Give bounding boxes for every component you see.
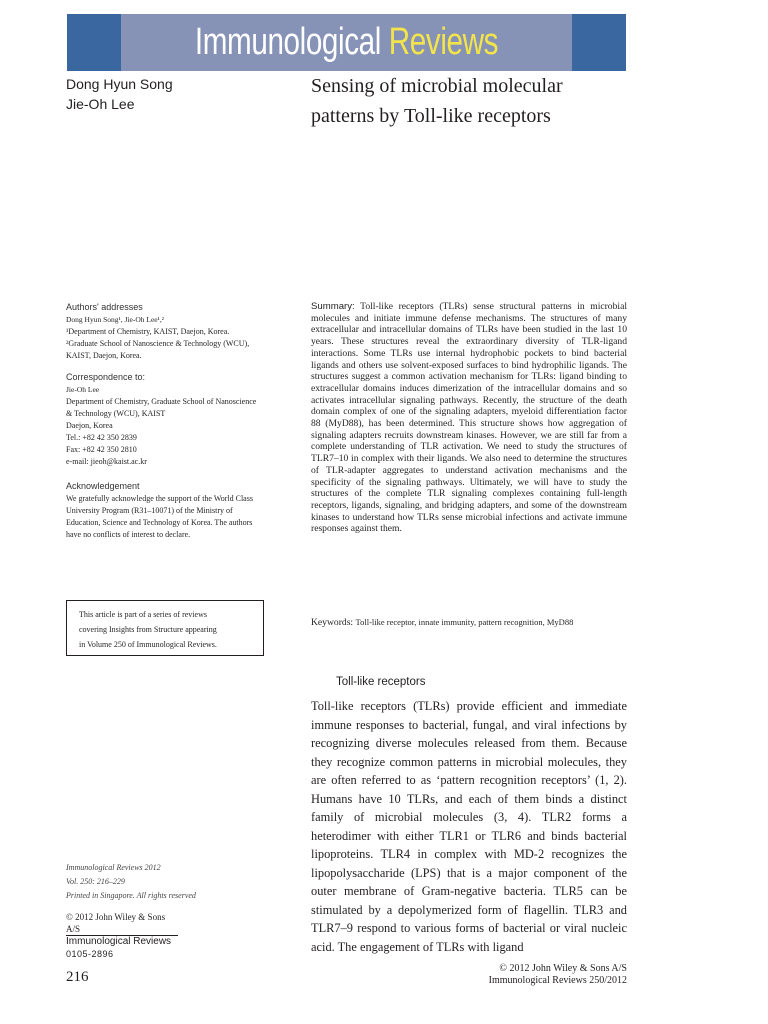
section-body: Toll-like receptors (TLRs) provide efficient and immediate immune responses to bacterial, fungal, and viral infections by recognizing diverse molecules released from them. Because they recognize common patterns in microbial molecules, they are often referred to as ‘pattern recognition receptors’ (1, 2). Humans have 10 TLRs, and each of them binds a distinct family of microbial molecules (3, 4). TLR2 forms a heterodimer with either TLR1 or TLR6 and binds bacterial lipoproteins. TLR4 in complex with MD-2 recognizes the lipopolysaccharide (LPS) that is a major component of the outer membrane of Gram-negative bacteria. TLR5 can be stimulated by a depolymerized form of flagellin. TLR3 and TLR7–9 respond to various forms of bacterial or viral nucleic acid. The engagement of TLRs with ligand: [311, 699, 627, 954]
keywords-label: Keywords:: [311, 617, 354, 628]
summary-text: Toll-like receptors (TLRs) sense structural patterns in microbial molecules and initiate immune defense mechanisms. The structures of many extracellular and intracellular domains of TLRs have been studied in the last 10 years. These structures reveal the extraordinary diversity of TLR-ligand interactions. Some TLRs use internal hydrophobic pockets to bind bacterial ligands and others use solvent-exposed surfaces to bind hydrophilic ligands. The structures suggest a common activation mechanism for TLRs: ligand binding to extracellular domains induces dimerization of the intracellular domains and so activates intracellular signaling pathways. Recently, the structure of the death domain complex of one of the signaling adapters, myeloid differentiation factor 88 (MyD88), has been determined. This structure shows how aggregation of signaling adapters recruits downstream kinases. However, we are still far from a complete understanding of TLR activation. We need to study the structures of TLR7–10 in complex with their ligands. We also need to determine the structures of TLR-adapter aggregates to understand activation mechanisms and the specificity of the signaling pathways. Ultimately, we will have to study the structures of the complete TLR signaling complexes containing full-length receptors, ligands, signaling, and bridging adapters, and some of the downstream kinases to understand how TLRs sense microbial infections and activate immune responses against them.: [311, 301, 627, 535]
journal-info-line: Vol. 250: 216–229: [66, 877, 125, 886]
page-number: 216: [66, 969, 89, 985]
journal-title-part1: Immunological: [194, 21, 381, 63]
copyright-line: © 2012 John Wiley & Sons A/S: [66, 911, 178, 936]
summary-label: Summary:: [311, 301, 355, 312]
addresses-heading: Authors' addresses: [66, 302, 143, 312]
correspondence-line: & Technology (WCU), KAIST: [66, 409, 166, 418]
address-author-line: Dong Hyun Song¹, Jie-Oh Lee¹,²: [66, 315, 164, 324]
series-note-line: covering Insights from Structure appearing: [79, 625, 217, 634]
author-info-column: [66, 301, 292, 541]
abstract-summary: [311, 301, 627, 535]
acknowledgement-line: University Program (R31–10071) of the Ministry of: [66, 506, 233, 515]
series-note-box: [66, 600, 264, 656]
journal-title: [128, 20, 564, 64]
correspondence-tel: Tel.: +82 42 350 2839: [66, 433, 137, 442]
section-heading: Toll-like receptors: [336, 676, 426, 688]
keywords-text: Toll-like receptor, innate immunity, pattern recognition, MyD88: [355, 617, 574, 627]
copyright-block-left: [66, 911, 178, 960]
acknowledgement-line: have no conflicts of interest to declare.: [66, 530, 191, 539]
author-name: Jie-Oh Lee: [66, 96, 135, 112]
author-name: Dong Hyun Song: [66, 76, 173, 92]
keywords: [311, 616, 627, 629]
acknowledgement-line: Education, Science and Technology of Korea. The authors: [66, 518, 253, 527]
article-title-line: patterns by Toll-like receptors: [311, 105, 551, 127]
journal-title-part2: Reviews: [388, 21, 499, 63]
copyright-block-right: [489, 963, 627, 987]
series-note-line: in Volume 250 of Immunological Reviews.: [79, 640, 217, 649]
article-title: [311, 71, 563, 131]
correspondence-heading: Correspondence to:: [66, 372, 146, 382]
correspondence-name: Jie-Oh Lee: [66, 385, 100, 394]
address-affil: ¹Department of Chemistry, KAIST, Daejon, Korea.: [66, 327, 230, 336]
series-note-line: This article is part of a series of reviews: [79, 610, 207, 619]
correspondence-line: Department of Chemistry, Graduate School of Nanoscience: [66, 397, 257, 406]
correspondence-line: Daejon, Korea: [66, 421, 113, 430]
correspondence-email: e-mail: jieoh@kaist.ac.kr: [66, 457, 147, 466]
acknowledgement-line: We gratefully acknowledge the support of the World Class: [66, 494, 253, 503]
article-title-line: Sensing of microbial molecular: [311, 75, 563, 97]
journal-info: [66, 861, 196, 903]
author-list: [66, 74, 173, 114]
correspondence-fax: Fax: +82 42 350 2810: [66, 445, 137, 454]
banner-right-block: [572, 14, 626, 71]
journal-info-line: Printed in Singapore. All rights reserved: [66, 891, 196, 900]
copyright-line: © 2012 John Wiley & Sons A/S: [499, 963, 627, 974]
address-affil: ²Graduate School of Nanoscience & Technology (WCU),: [66, 339, 250, 348]
issn: 0105-2896: [66, 949, 114, 959]
copyright-journal-issue: Immunological Reviews 250/2012: [488, 975, 627, 986]
acknowledgement-heading: Acknowledgement: [66, 481, 140, 491]
banner-left-block: [67, 14, 121, 71]
address-affil: KAIST, Daejon, Korea.: [66, 351, 142, 360]
journal-info-line: Immunological Reviews 2012: [66, 863, 161, 872]
copyright-journal: Immunological Reviews: [66, 936, 172, 947]
journal-banner: [67, 14, 626, 71]
